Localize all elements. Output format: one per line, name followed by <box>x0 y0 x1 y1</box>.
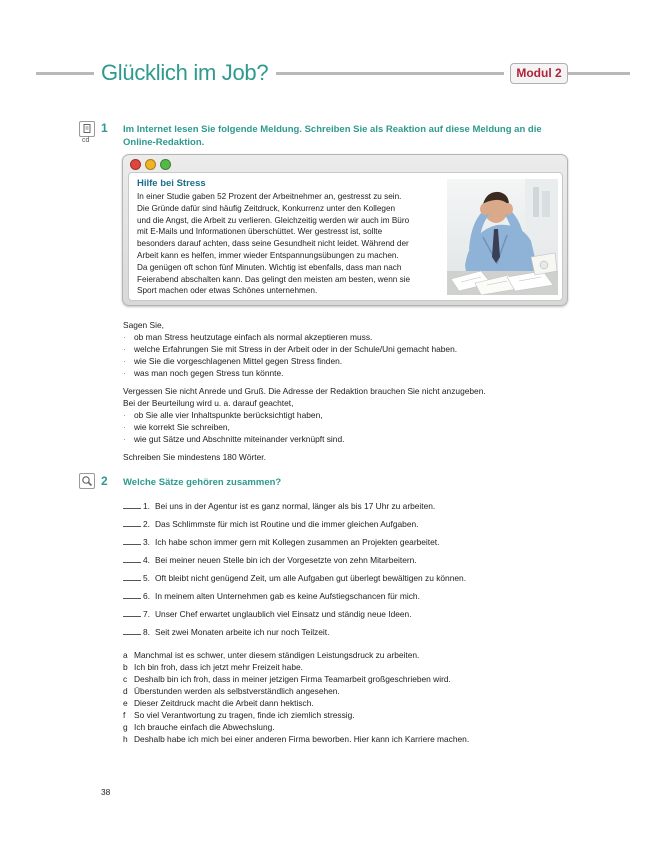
article-line: Arbeit kann es helfen, immer wieder Entspannungsübungen zu machen. <box>137 250 399 260</box>
sentence-row <box>123 572 466 583</box>
answer-blank[interactable] <box>123 554 141 563</box>
stressed-man-photo <box>447 179 558 295</box>
exercise-2-instruction: Welche Sätze gehören zusammen? <box>123 477 282 488</box>
bullet-icon: · <box>123 356 126 366</box>
article-line: mit E-Mails und Informationen überschüttet. Wer gestresst ist, sollte <box>137 227 383 237</box>
option-row <box>123 662 303 672</box>
eval-point <box>123 410 323 422</box>
sentence-number: 4. <box>143 555 150 565</box>
say-point-text: welche Erfahrungen Sie mit Stress in der Arbeit oder in der Schule/Uni gemacht haben. <box>134 344 458 354</box>
browser-window <box>122 154 568 306</box>
sentence-row <box>123 536 439 547</box>
instruction-line-1: Im Internet lesen Sie folgende Meldung. Schreiben Sie als Reaktion auf diese Meldung an die <box>123 124 542 135</box>
exercise-2-number: 2 <box>101 474 108 488</box>
sentence-row <box>123 500 435 511</box>
sentence-number: 2. <box>143 519 150 529</box>
writing-icon <box>79 121 95 137</box>
option-letter: c <box>123 674 128 684</box>
option-letter: b <box>123 662 128 672</box>
bullet-icon: · <box>123 368 126 378</box>
eval-point-text: ob Sie alle vier Inhaltspunkte berücksichtigt haben, <box>134 410 323 420</box>
bullet-icon: · <box>123 434 126 444</box>
article-title: Hilfe bei Stress <box>137 178 206 189</box>
article-line: und die Angst, die Arbeit zu verlieren. Gleichzeitig werden wir auch im Büro <box>137 215 410 225</box>
header-rule-left <box>36 72 94 75</box>
exercise-1-number: 1 <box>101 121 108 135</box>
article-panel <box>128 172 563 301</box>
say-point-text: was man noch gegen Stress tun könnte. <box>134 368 284 378</box>
sentence-text: Das Schlimmste für mich ist Routine und die immer gleichen Aufgaben. <box>155 519 419 529</box>
article-line: Sport machen oder etwas Schönes unternehmen. <box>137 286 318 296</box>
sentence-number: 7. <box>143 609 150 619</box>
close-dot-icon <box>130 159 141 170</box>
minimize-dot-icon <box>145 159 156 170</box>
article-line: Da genügen oft schon fünf Minuten. Wichtig ist ebenfalls, dass man nach <box>137 262 402 272</box>
option-row <box>123 710 355 720</box>
option-text: So viel Verantwortung zu tragen, finde ich ziemlich stressig. <box>134 710 355 720</box>
bullet-icon: · <box>123 344 126 354</box>
sentence-text: In meinem alten Unternehmen gab es keine Aufstiegschancen für mich. <box>155 591 420 601</box>
article-line: In einer Studie gaben 52 Prozent der Arbeitnehmer an, gestresst zu sein. <box>137 192 402 201</box>
option-letter: d <box>123 686 128 696</box>
article-line: Die Gründe dafür sind häufig Zeitdruck, Konkurrenz unter den Kollegen <box>137 203 396 213</box>
word-count-line: Schreiben Sie mindestens 180 Wörter. <box>123 452 266 462</box>
eval-point <box>123 422 230 434</box>
option-letter: f <box>123 710 126 720</box>
answer-blank[interactable] <box>123 590 141 599</box>
page-number: 38 <box>101 787 111 797</box>
article-line: besonders darauf achten, dass seine Gesundheit nicht leidet. Während der <box>137 239 409 249</box>
answer-blank[interactable] <box>123 518 141 527</box>
option-text: Deshalb habe ich mich bei einer anderen Firma beworben. Hier kann ich Karriere machen. <box>134 734 470 744</box>
magnifier-icon <box>79 473 95 489</box>
sentence-row <box>123 608 412 619</box>
option-text: Ich bin froh, dass ich jetzt mehr Freizeit habe. <box>134 662 303 672</box>
option-text: Deshalb bin ich froh, dass in meiner jetzigen Firma Teamarbeit großgeschrieben wird. <box>134 674 451 684</box>
page-title: Glücklich im Job? <box>101 60 269 85</box>
answer-blank[interactable] <box>123 626 141 635</box>
instruction-line-2: Online-Redaktion. <box>123 137 205 148</box>
option-text: Dieser Zeitdruck macht die Arbeit dann hektisch. <box>134 698 314 708</box>
article-line: Feierabend abschalten kann. Das gelingt den meisten am besten, wenn sie <box>137 274 411 284</box>
article-body <box>137 191 442 297</box>
header-rule-middle <box>276 72 504 75</box>
option-row <box>123 650 419 660</box>
answer-blank[interactable] <box>123 536 141 545</box>
maximize-dot-icon <box>160 159 171 170</box>
say-point <box>123 344 457 356</box>
option-letter: a <box>123 650 128 660</box>
sentence-text: Ich habe schon immer gern mit Kollegen zusammen an Projekten gearbeitet. <box>155 537 440 547</box>
answer-blank[interactable] <box>123 500 141 509</box>
sentence-row <box>123 590 420 601</box>
evaluation-line: Bei der Beurteilung wird u. a. darauf geachtet, <box>123 398 294 408</box>
bullet-icon: · <box>123 332 126 342</box>
say-point <box>123 332 372 344</box>
option-text: Überstunden werden als selbstverständlich angesehen. <box>134 686 340 696</box>
option-letter: g <box>123 722 128 732</box>
option-row <box>123 674 451 684</box>
eval-point-text: wie gut Sätze und Abschnitte miteinander verknüpft sind. <box>134 434 345 444</box>
say-point <box>123 356 342 368</box>
option-letter: h <box>123 734 128 744</box>
forget-line: Vergessen Sie nicht Anrede und Gruß. Die Adresse der Redaktion brauchen Sie nicht anzugeben. <box>123 386 486 396</box>
option-text: Ich brauche einfach die Abwechslung. <box>134 722 275 732</box>
sentence-text: Seit zwei Monaten arbeite ich nur noch Teilzeit. <box>155 627 330 637</box>
sentence-number: 6. <box>143 591 150 601</box>
sentence-number: 8. <box>143 627 150 637</box>
option-row <box>123 686 340 696</box>
sentence-text: Bei meiner neuen Stelle bin ich der Vorgesetzte von zehn Mitarbeitern. <box>155 555 417 565</box>
sentence-row <box>123 518 418 529</box>
sentence-number: 5. <box>143 573 150 583</box>
eval-point <box>123 434 344 446</box>
say-intro: Sagen Sie, <box>123 320 164 330</box>
sentence-text: Bei uns in der Agentur ist es ganz normal, länger als bis 17 Uhr zu arbeiten. <box>155 501 436 511</box>
sentence-text: Unser Chef erwartet unglaublich viel Einsatz und ständig neue Ideen. <box>155 609 412 619</box>
say-point-text: ob man Stress heutzutage einfach als normal akzeptieren muss. <box>134 332 373 342</box>
eval-point-text: wie korrekt Sie schreiben, <box>134 422 230 432</box>
option-text: Manchmal ist es schwer, unter diesem ständigen Leistungsdruck zu arbeiten. <box>134 650 420 660</box>
sentence-number: 3. <box>143 537 150 547</box>
exercise-1-instruction <box>123 123 542 149</box>
say-point <box>123 368 283 380</box>
bullet-icon: · <box>123 410 126 420</box>
option-row <box>123 698 314 708</box>
option-row <box>123 722 275 732</box>
answer-blank[interactable] <box>123 572 141 581</box>
option-row <box>123 734 469 744</box>
sentence-number: 1. <box>143 501 150 511</box>
say-point-text: wie Sie die vorgeschlagenen Mittel gegen Stress finden. <box>134 356 343 366</box>
answer-blank[interactable] <box>123 608 141 617</box>
sentence-row <box>123 554 417 565</box>
audio-note: cd <box>82 137 90 144</box>
bullet-icon: · <box>123 422 126 432</box>
sentence-row <box>123 626 329 637</box>
header-rule-right <box>568 72 630 75</box>
module-badge: Modul 2 <box>510 63 568 84</box>
option-letter: e <box>123 698 128 708</box>
sentence-text: Oft bleibt nicht genügend Zeit, um alle Aufgaben gut überlegt bewältigen zu können. <box>155 573 467 583</box>
